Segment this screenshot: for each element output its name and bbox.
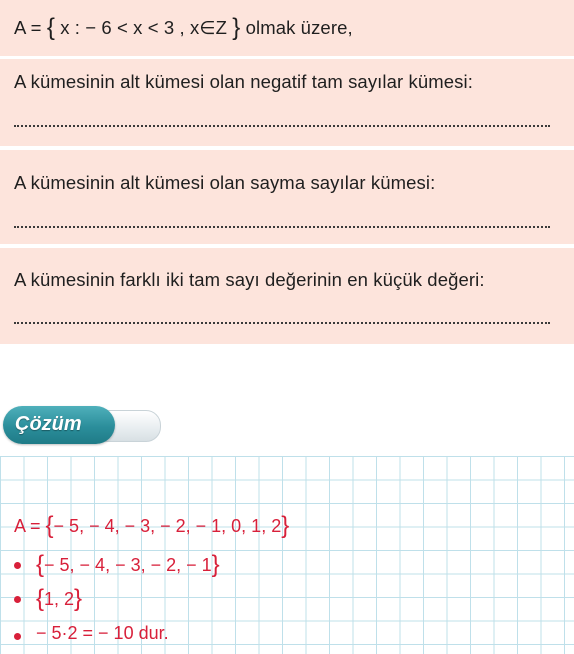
answer-1-left-brace: { bbox=[36, 551, 45, 578]
question-block-3 bbox=[0, 248, 574, 344]
answer-3-body: − 5·2 = − 10 dur. bbox=[36, 623, 169, 643]
intro-prefix: A = bbox=[14, 17, 47, 38]
right-brace: } bbox=[232, 14, 241, 41]
cozum-badge bbox=[3, 406, 159, 444]
solution-set-prefix: A = bbox=[14, 516, 46, 536]
question-text-1: A kümesinin alt kümesi olan negatif tam sayılar kümesi: bbox=[14, 71, 473, 92]
answer-line-2 bbox=[36, 584, 82, 612]
answer-1-body: − 5, − 4, − 3, − 2, − 1 bbox=[44, 555, 212, 575]
intro-set-body: x : − 6 < x < 3 , x∈Z bbox=[60, 17, 227, 38]
intro-block bbox=[0, 0, 574, 56]
question-block-2 bbox=[0, 150, 574, 244]
answer-line-1 bbox=[36, 550, 220, 578]
left-brace: { bbox=[46, 14, 55, 41]
bullet-icon-2 bbox=[14, 596, 21, 603]
answer-dotted-line-3[interactable] bbox=[14, 322, 550, 324]
solution-set-body: − 5, − 4, − 3, − 2, − 1, 0, 1, 2 bbox=[53, 516, 282, 536]
cozum-pill bbox=[3, 406, 115, 444]
cozum-label: Çözüm bbox=[15, 413, 82, 435]
question-block-1 bbox=[0, 59, 574, 146]
intro-suffix: olmak üzere, bbox=[240, 17, 353, 38]
answer-2-left-brace: { bbox=[36, 585, 45, 612]
answer-2-body: 1, 2 bbox=[44, 589, 75, 609]
question-text-2: A kümesinin alt kümesi olan sayma sayılar kümesi: bbox=[14, 172, 436, 193]
answer-2-right-brace: } bbox=[74, 585, 83, 612]
answer-dotted-line-1[interactable] bbox=[14, 125, 550, 127]
question-text-3: A kümesinin farklı iki tam sayı değerinin en küçük değeri: bbox=[14, 269, 485, 290]
bullet-icon-1 bbox=[14, 562, 21, 569]
solution-set-line bbox=[14, 511, 289, 539]
answer-dotted-line-2[interactable] bbox=[14, 226, 550, 228]
bullet-icon-3 bbox=[14, 633, 21, 640]
solution-grid bbox=[0, 456, 574, 654]
intro-text bbox=[14, 13, 353, 41]
solution-right-brace: } bbox=[281, 512, 290, 539]
answer-line-3 bbox=[36, 623, 169, 644]
answer-1-right-brace: } bbox=[211, 551, 220, 578]
solution-left-brace: { bbox=[45, 512, 54, 539]
